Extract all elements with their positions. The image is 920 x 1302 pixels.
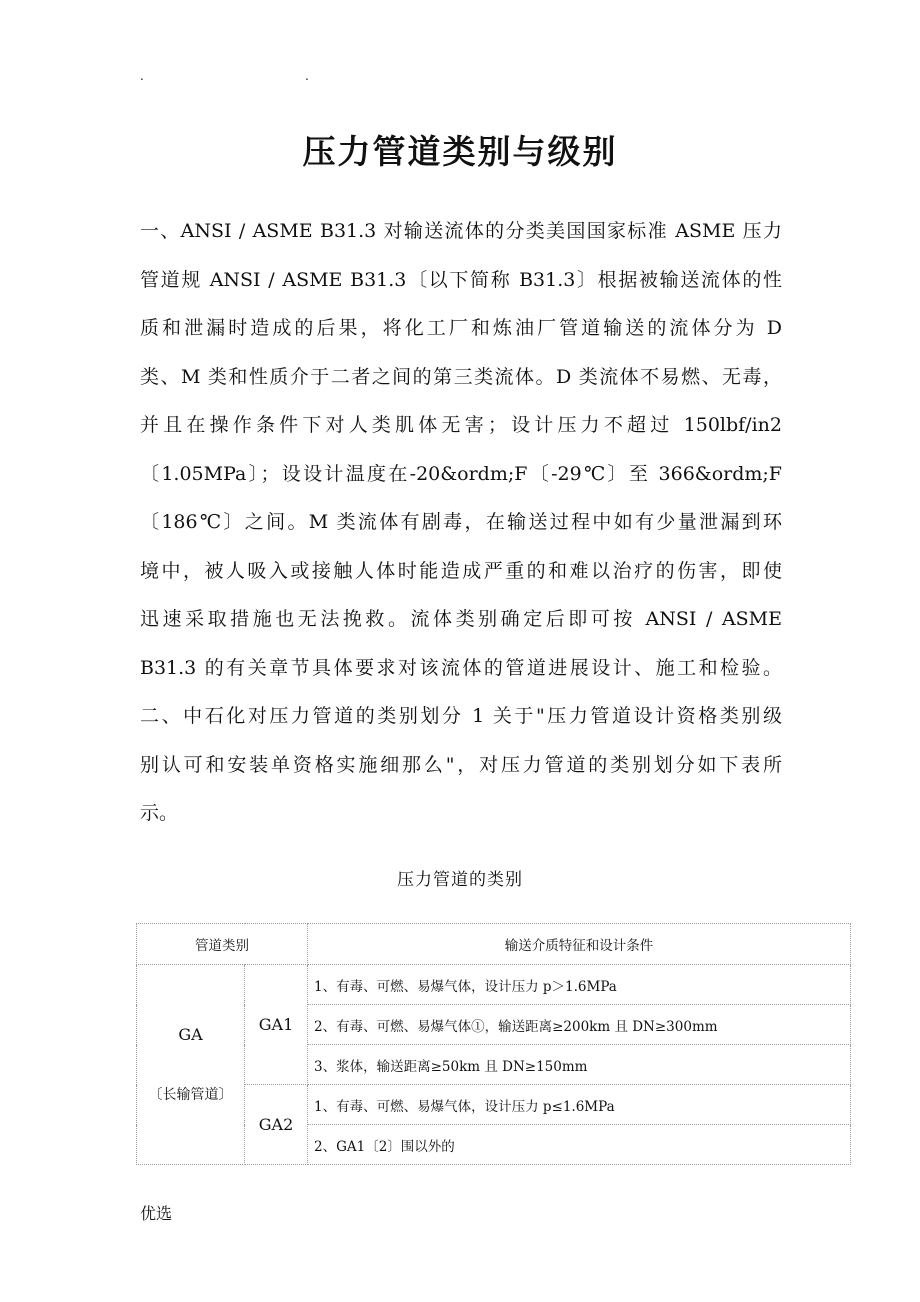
table-header-row [137,924,851,965]
body-line: 二、中石化对压力管道的类别划分 1 关于"压力管道设计资格类别级 [140,705,782,727]
condition-cell: 2、GA1〔2〕围以外的 [308,1125,851,1165]
body-line: 〔1.05MPa〕；设设计温度在-20&ordm;F〔-29℃〕至 366&ordm;F [140,462,782,485]
header-category: 管道类别 [137,924,308,965]
subgroup-ga1: GA1 [245,965,308,1085]
body-line: 质和泄漏时造成的后果，将化工厂和炼油厂管道输送的流体分为 D [140,317,782,339]
table-row [137,965,851,1005]
header-dot-right: . [305,69,309,83]
subgroup-ga2: GA2 [245,1085,308,1165]
condition-cell: 3、浆体，输送距离≥50km 且 DN≥150mm [308,1045,851,1085]
body-line: 并且在操作条件下对人类肌体无害；设计压力不超过 150lbf/in2 [140,414,782,436]
body-line: 〔186℃〕之间。M 类流体有剧毒，在输送过程中如有少量泄漏到环 [140,511,782,533]
body-line: 类、M 类和性质介于二者之间的第三类流体。D 类流体不易燃、无毒， [140,365,782,388]
condition-cell: 1、有毒、可燃、易爆气体，设计压力 p＞1.6MPa [308,965,851,1005]
body-line: B31.3 的有关章节具体要求对该流体的管道进展设计、施工和检验。 [140,656,782,679]
condition-cell: 2、有毒、可燃、易爆气体①，输送距离≥200km 且 DN≥300mm [308,1005,851,1045]
header-marks [140,70,340,90]
body-line: 迅速采取措施也无法挽救。流体类别确定后即可按 ANSI / ASME [140,608,782,630]
body-line: 一、ANSI / ASME B31.3 对输送流体的分类美国国家标准 ASME 压力 [140,220,782,242]
group-name: GA [178,1025,203,1044]
body-line: 境中，被人吸入或接触人体时能造成严重的和难以治疗的伤害，即使 [140,559,782,582]
pipe-category-table [136,923,851,1165]
footer-text: 优选 [140,1204,173,1223]
body-line: 管道规 ANSI / ASME B31.3〔以下简称 B31.3〕根据被输送流体的性 [140,268,782,291]
header-conditions: 输送介质特征和设计条件 [308,924,851,965]
condition-cell: 1、有毒、可燃、易爆气体，设计压力 p≤1.6MPa [308,1085,851,1125]
header-dot-left: . [140,69,144,83]
group-cell [137,965,245,1165]
page-title: 压力管道类别与级别 [302,132,618,171]
table-caption: 压力管道的类别 [397,870,523,890]
body-line: 别认可和安装单资格实施细那么"，对压力管道的类别划分如下表所 [140,753,782,776]
body-text [140,207,782,838]
group-desc: 〔长输管道〕 [148,1087,233,1103]
table-row [137,1085,851,1125]
body-line: 示。 [140,802,179,824]
